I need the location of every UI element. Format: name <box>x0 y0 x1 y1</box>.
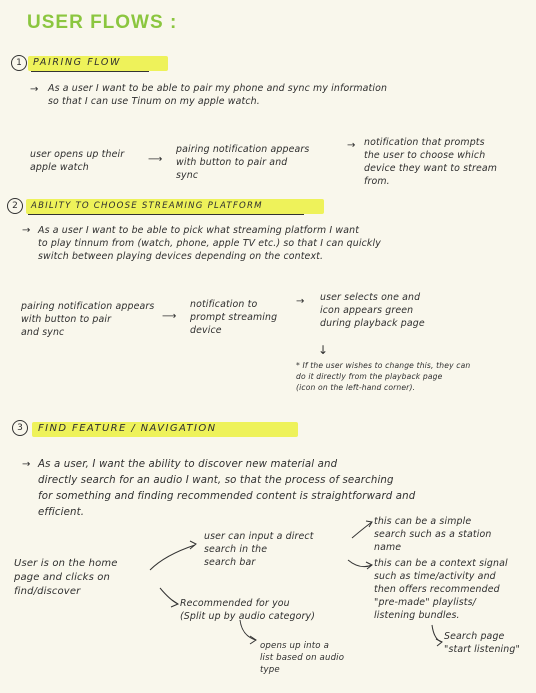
arrow-to-search-note <box>352 522 372 538</box>
section-2-flow-step-3: user selects one and icon appears green during playback page <box>320 292 425 329</box>
section-3-story-arrow: → <box>22 459 31 470</box>
section-3-direct-search-step: user can input a direct search in the search bar <box>204 531 314 568</box>
arrow-to-opens-list <box>240 620 256 640</box>
section-1-flow-arrow-2: → <box>347 140 356 151</box>
section-3-context-note: this can be a context signal such as time/activity and then offers recommended "pre-made" playlists/ listening bundles. <box>374 558 508 621</box>
arrow-to-search-page-head <box>436 639 442 646</box>
arrow-to-opens-list-head <box>250 636 256 644</box>
section-1-title: PAIRING FLOW <box>33 57 121 68</box>
section-3-opens-list: opens up into a list based on audio type <box>260 641 345 675</box>
section-3-recommended-step: Recommended for you (Split up by audio category) <box>180 598 316 622</box>
section-2-flow-arrow-1: ⟶ <box>162 311 177 322</box>
section-2-number: 2 <box>7 198 23 214</box>
section-3-search-page: Search page "start listening" <box>444 631 520 655</box>
section-1-user-story: As a user I want to be able to pair my phone and sync my information so that I can use Tinum on my apple watch. <box>48 83 388 107</box>
section-1-flow-step-1: user opens up their apple watch <box>30 149 125 173</box>
section-3-number: 3 <box>12 420 28 436</box>
section-3-title: FIND FEATURE / NAVIGATION <box>38 423 217 434</box>
section-2-user-story: As a user I want to be able to pick what streaming platform I want to play tinnum from (watch, phone, apple TV etc.) so that I can quickly switch between playing devices depending on the context. <box>38 225 381 262</box>
section-3-start-step: User is on the home page and clicks on find/discover <box>14 558 118 597</box>
section-2-flow-step-2: notification to prompt streaming device <box>190 299 278 336</box>
section-1-story-arrow: → <box>30 84 39 95</box>
section-1-flow-arrow-1: ⟶ <box>148 154 163 165</box>
section-2-title: ABILITY TO CHOOSE STREAMING PLATFORM <box>31 201 263 211</box>
arrow-to-direct-search-head <box>190 541 196 549</box>
section-2-story-arrow: → <box>22 225 31 236</box>
section-1-number: 1 <box>11 55 27 71</box>
page-title: USER FLOWS : <box>27 12 178 33</box>
section-1-flow-step-3: notification that prompts the user to choose which device they want to stream from. <box>364 137 498 187</box>
section-3-search-note: this can be a simple search such as a station name <box>374 516 492 553</box>
section-2-note: * If the user wishes to change this, they can do it directly from the playback page (icon on the left-hand corner). <box>296 361 471 392</box>
section-2-flow-step-1: pairing notification appears with button to pair and sync <box>21 301 155 338</box>
section-2-flow-arrow-2: → <box>296 296 305 307</box>
section-1-flow-step-2: pairing notification appears with button to pair and sync <box>176 144 310 181</box>
section-3-user-story: As a user, I want the ability to discover new material and directly search for an audio I want, so that the process of searching for something and finding recommended content is straightforward and efficient. <box>38 459 416 518</box>
arrow-to-direct-search <box>150 545 195 570</box>
arrow-to-recommended-head <box>171 600 178 607</box>
section-2-down-arrow: ↓ <box>318 343 329 357</box>
